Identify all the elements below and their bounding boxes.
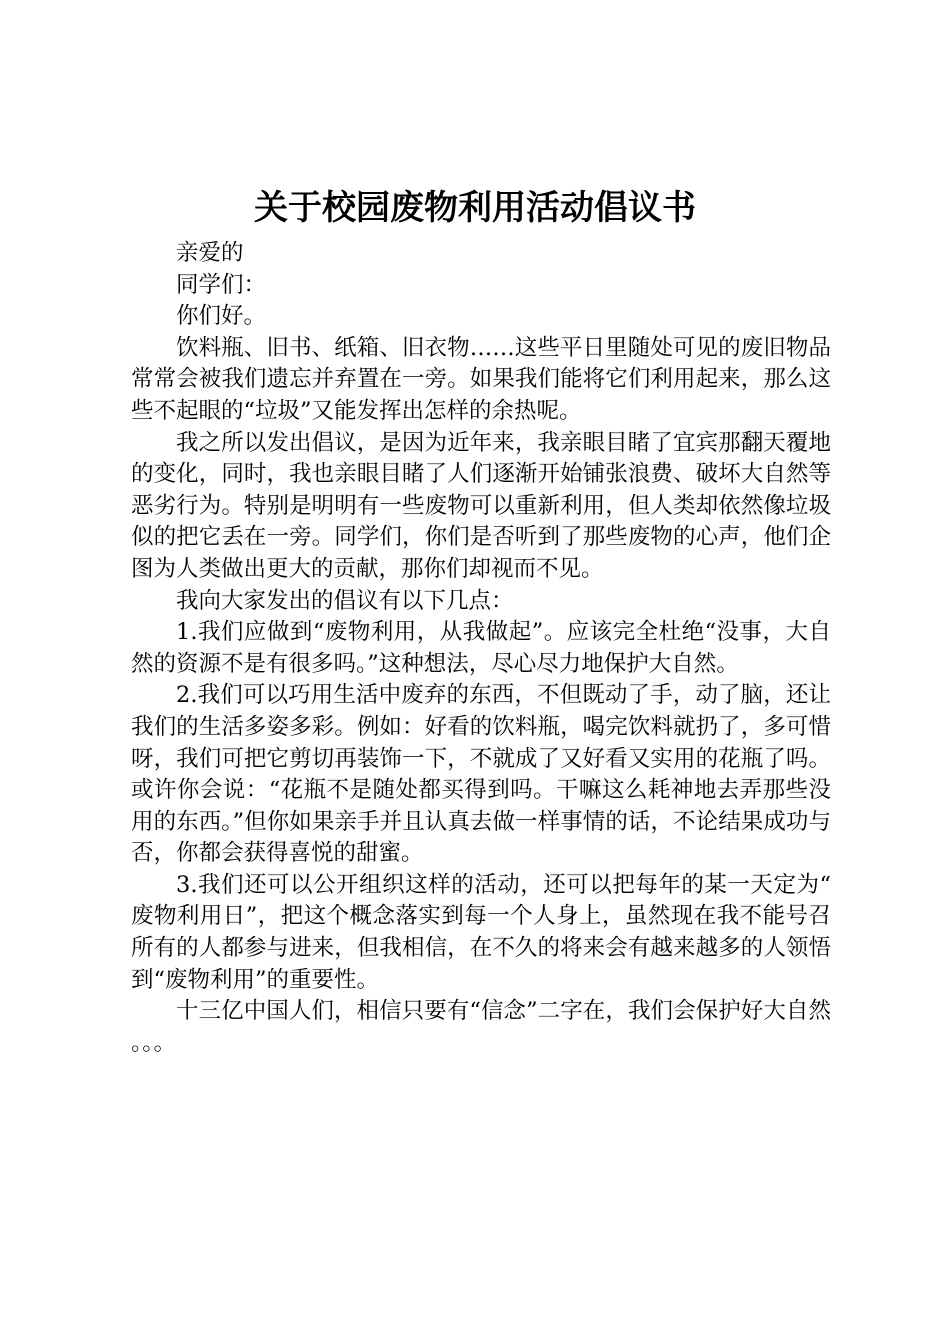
paragraph-point-3: 3.我们还可以公开组织这样的活动，还可以把每年的某一天定为“废物利用日”，把这个概念落实到每一个人身上，虽然现在我不能号召所有的人都参与进来，但我相信，在不久的将来会有越来越多的人领悟到“废物利用”的重要性。 bbox=[131, 871, 831, 993]
document-body bbox=[131, 238, 831, 1059]
paragraph-point-1: 1.我们应做到“废物利用，从我做起”。应该完全杜绝“没事，大自然的资源不是有很多吗。”这种想法，尽心尽力地保护大自然。 bbox=[131, 619, 831, 677]
paragraph-intro: 饮料瓶、旧书、纸箱、旧衣物……这些平日里随处可见的废旧物品常常会被我们遗忘并弃置在一旁。如果我们能将它们利用起来，那么这些不起眼的“垃圾”又能发挥出怎样的余热呢。 bbox=[131, 334, 831, 424]
paragraph-point-2: 2.我们可以巧用生活中废弃的东西，不但既动了手，动了脑，还让我们的生活多姿多彩。例如：好看的饮料瓶，喝完饮料就扔了，多可惜呀，我们可把它剪切再装饰一下，不就成了又好看又实用的花瓶了吗。或许你会说：“花瓶不是随处都买得到吗。干嘛这么耗神地去弄那些没用的东西。”但你如果亲手并且认真去做一样事情的话，不论结果成功与否，你都会获得喜悦的甜蜜。 bbox=[131, 682, 831, 867]
salutation-line-1: 亲爱的 bbox=[176, 240, 244, 266]
greeting: 你们好。 bbox=[176, 303, 267, 330]
paragraph-closing: 十三亿中国人们，相信只要有“信念”二字在，我们会保护好大自然。。。 bbox=[131, 998, 831, 1056]
paragraph-reason: 我之所以发出倡议，是因为近年来，我亲眼目睹了宜宾那翻天覆地的变化，同时，我也亲眼目睹了人们逐渐开始铺张浪费、破坏大自然等恶劣行为。特别是明明有一些废物可以重新利用，但人类却依然像垃圾似的把它丢在一旁。同学们，你们是否听到了那些废物的心声，他们企图为人类做出更大的贡献，那你们却视而不见。 bbox=[131, 429, 831, 582]
document-title: 关于校园废物利用活动倡议书 bbox=[254, 188, 696, 228]
salutation-line-2: 同学们： bbox=[176, 271, 267, 298]
paragraph-proposal-lead: 我向大家发出的倡议有以下几点： bbox=[176, 587, 514, 614]
